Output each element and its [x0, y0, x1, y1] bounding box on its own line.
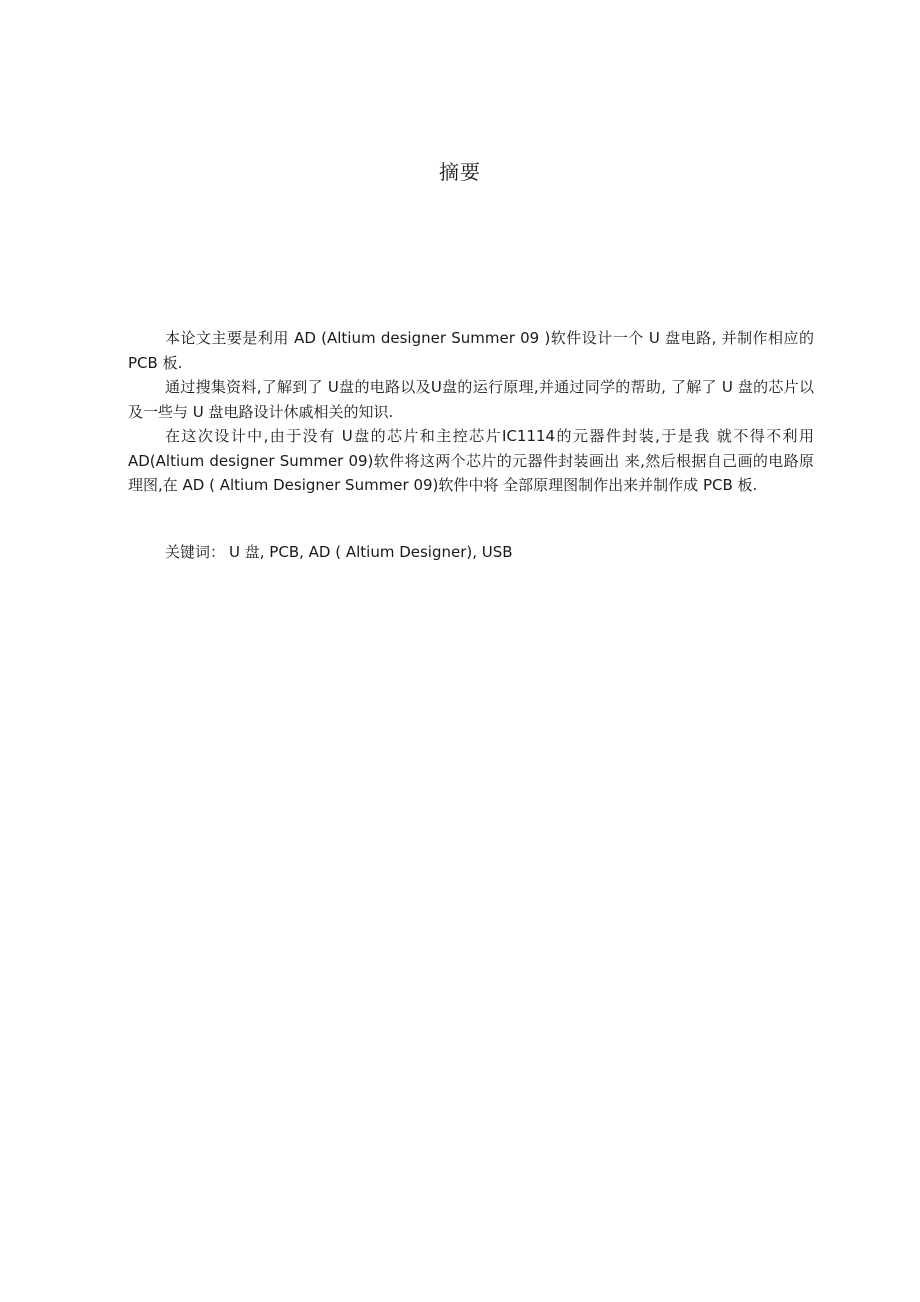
- keywords-label: 关键词：: [165, 543, 226, 561]
- abstract-paragraph-2: 通过搜集资料,了解到了 U盘的电路以及U盘的运行原理,并通过同学的帮助, 了解了 U 盘的芯片以及一些与 U 盘电路设计休戚相关的知识.: [128, 378, 814, 421]
- keywords-line: [128, 540, 814, 564]
- keywords-value: U 盘, PCB, AD ( Altium Designer), USB: [229, 543, 513, 561]
- abstract-paragraph-3: 在这次设计中,由于没有 U盘的芯片和主控芯片IC1114的元器件封装,于是我 就不得不利用AD(Altium designer Summer 09)软件将这两个芯片的元器件封装画出 来,然后根据自己画的电路原理图,在 AD ( Altium Designer Summer 09)软件中将 全部原理图制作出来并制作成 PCB 板.: [128, 427, 814, 494]
- abstract-paragraph-1: 本论文主要是利用 AD (Altium designer Summer 09 )软件设计一个 U 盘电路, 并制作相应的 PCB 板.: [128, 329, 814, 372]
- page-title: 摘要: [439, 160, 481, 184]
- abstract-body: [128, 326, 814, 498]
